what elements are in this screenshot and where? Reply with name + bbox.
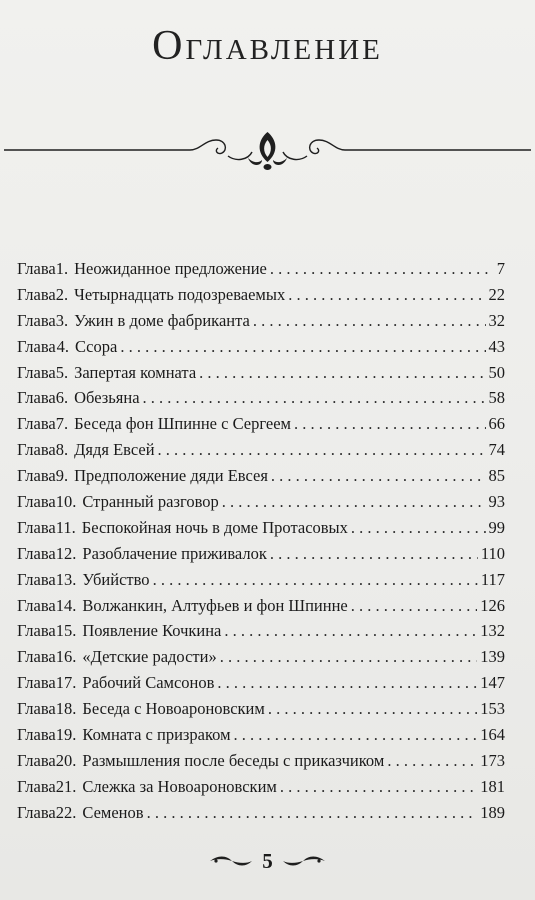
toc-entry (17, 800, 505, 826)
toc-entry (17, 437, 505, 463)
chapter-number: 10. (55, 492, 77, 512)
chapter-page-number: 110 (480, 543, 505, 563)
chapter-title: Обезьяна (74, 388, 140, 408)
toc-entry (17, 774, 505, 800)
chapter-title: Ссора (74, 336, 118, 356)
chapter-number: 8. (55, 440, 69, 460)
chapter-label: Глава (17, 362, 56, 382)
toc-entry (17, 334, 505, 360)
chapter-title: Размышления после беседы с приказчиком (82, 750, 385, 770)
toc-entry (17, 282, 505, 308)
chapter-number: 5. (55, 362, 69, 382)
chapter-title: Странный разговор (82, 492, 219, 512)
dot-leader (234, 722, 478, 748)
chapter-title: Комната с призраком (82, 725, 231, 745)
dot-leader (120, 334, 485, 360)
dot-leader (143, 385, 486, 411)
toc-entry (17, 567, 505, 593)
chapter-title: Появление Кочкина (82, 621, 222, 641)
chapter-label: Глава (17, 543, 56, 563)
chapter-title: Дядя Евсей (74, 440, 155, 460)
dot-leader (224, 618, 477, 644)
chapter-title: Ужин в доме фабриканта (74, 310, 250, 330)
page-footer (0, 846, 535, 876)
chapter-page-number: 164 (480, 725, 505, 745)
chapter-number: 7. (55, 414, 69, 434)
chapter-page-number: 153 (480, 699, 505, 719)
left-flourish-icon (208, 854, 254, 868)
chapter-number: 13. (55, 569, 77, 589)
toc-entry (17, 748, 505, 774)
chapter-page-number: 132 (480, 621, 505, 641)
chapter-number: 9. (55, 466, 69, 486)
dot-leader (220, 644, 478, 670)
chapter-label: Глава (17, 647, 56, 667)
chapter-label: Глава (17, 699, 56, 719)
chapter-number: 16. (55, 647, 77, 667)
chapter-label: Глава (17, 259, 56, 278)
chapter-number: 17. (55, 673, 77, 693)
chapter-number: 6. (55, 388, 69, 408)
chapter-title: Рабочий Самсонов (82, 673, 215, 693)
chapter-page-number: 32 (488, 310, 505, 330)
chapter-page-number: 22 (488, 284, 505, 304)
chapter-page-number: 139 (480, 647, 505, 667)
chapter-title: Предположение дяди Евсея (74, 466, 268, 486)
table-of-contents (17, 256, 505, 826)
chapter-number: 1. (55, 259, 69, 278)
toc-entry (17, 541, 505, 567)
dot-leader (351, 593, 478, 619)
dot-leader (271, 463, 486, 489)
chapter-label: Глава (17, 440, 56, 460)
flourish-divider-icon (0, 128, 535, 172)
chapter-page-number: 7 (496, 259, 505, 278)
chapter-label: Глава (17, 466, 56, 486)
toc-entry (17, 308, 505, 334)
chapter-label: Глава (17, 284, 56, 304)
chapter-title: Неожиданное предложение (74, 259, 267, 278)
chapter-label: Глава (17, 776, 56, 796)
dot-leader (153, 567, 478, 593)
chapter-title: Беспокойная ночь в доме Протасовых (81, 517, 348, 537)
chapter-number: 3. (55, 310, 69, 330)
dot-leader (270, 256, 488, 282)
chapter-page-number: 58 (488, 388, 505, 408)
chapter-title: Убийство (82, 569, 150, 589)
chapter-label: Глава (17, 517, 56, 537)
chapter-page-number: 147 (480, 673, 505, 693)
toc-entry (17, 360, 505, 386)
chapter-page-number: 93 (488, 492, 505, 512)
dot-leader (268, 696, 477, 722)
chapter-page-number: 74 (488, 440, 505, 460)
chapter-number: 2. (55, 284, 69, 304)
chapter-label: Глава (17, 310, 56, 330)
dot-leader (280, 774, 477, 800)
toc-entry (17, 463, 505, 489)
dot-leader (270, 541, 478, 567)
chapter-page-number: 173 (480, 750, 505, 770)
toc-entry (17, 385, 505, 411)
chapter-number: 19. (55, 725, 77, 745)
chapter-number: 15. (55, 621, 77, 641)
chapter-label: Глава (17, 388, 56, 408)
chapter-page-number: 126 (480, 595, 505, 615)
dot-leader (147, 800, 478, 826)
chapter-label: Глава (17, 492, 56, 512)
chapter-number: 12. (55, 543, 77, 563)
dot-leader (222, 489, 486, 515)
chapter-number: 20. (55, 750, 77, 770)
chapter-number: 14. (55, 595, 77, 615)
dot-leader (387, 748, 477, 774)
toc-entry (17, 644, 505, 670)
dot-leader (217, 670, 477, 696)
toc-entry (17, 722, 505, 748)
chapter-label: Глава (17, 336, 56, 356)
toc-entry (17, 256, 505, 282)
dot-leader (253, 308, 486, 334)
chapter-page-number: 43 (488, 336, 505, 356)
page-title: Оглавление (152, 23, 383, 69)
chapter-label: Глава (17, 621, 56, 641)
page-number: 5 (262, 848, 273, 873)
chapter-page-number: 50 (488, 362, 505, 382)
chapter-page-number: 99 (488, 517, 505, 537)
chapter-label: Глава (17, 725, 56, 745)
chapter-page-number: 117 (480, 569, 505, 589)
dot-leader (351, 515, 486, 541)
toc-entry (17, 593, 505, 619)
dot-leader (199, 360, 485, 386)
chapter-label: Глава (17, 595, 56, 615)
chapter-number: 18. (55, 699, 77, 719)
chapter-page-number: 181 (480, 776, 505, 796)
toc-entry (17, 696, 505, 722)
chapter-number: 22. (55, 802, 77, 822)
chapter-title: Беседа фон Шпинне с Сергеем (74, 414, 292, 434)
chapter-title: Запертая комната (74, 362, 197, 382)
toc-entry (17, 670, 505, 696)
right-flourish-icon (281, 854, 327, 868)
chapter-title: Семенов (82, 802, 144, 822)
dot-leader (158, 437, 486, 463)
chapter-title: Разоблачение приживалок (82, 543, 267, 563)
toc-entry (17, 618, 505, 644)
chapter-label: Глава (17, 569, 56, 589)
toc-entry (17, 411, 505, 437)
chapter-label: Глава (17, 414, 56, 434)
chapter-number: 11. (55, 517, 76, 537)
chapter-number: 21. (55, 776, 77, 796)
toc-entry (17, 515, 505, 541)
chapter-title: Волжанкин, Алтуфьев и фон Шпинне (82, 595, 348, 615)
chapter-title: Четырнадцать подозреваемых (74, 284, 286, 304)
dot-leader (288, 282, 485, 308)
chapter-label: Глава (17, 750, 56, 770)
chapter-number: 4. (56, 336, 69, 356)
chapter-page-number: 66 (488, 414, 505, 434)
chapter-label: Глава (17, 673, 56, 693)
toc-entry (17, 489, 505, 515)
chapter-page-number: 85 (488, 466, 505, 486)
chapter-title: Беседа с Новоароновским (82, 699, 265, 719)
chapter-label: Глава (17, 802, 56, 822)
chapter-page-number: 189 (480, 802, 505, 822)
chapter-title: «Детские радости» (82, 647, 217, 667)
dot-leader (294, 411, 485, 437)
chapter-title: Слежка за Новоароновским (82, 776, 277, 796)
